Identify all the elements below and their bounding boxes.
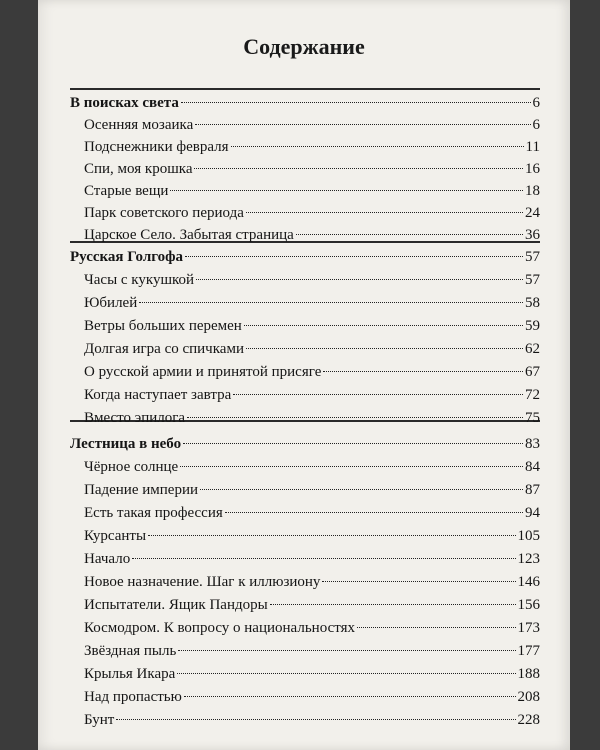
dot-leader — [180, 466, 523, 467]
dot-leader — [322, 581, 515, 582]
toc-entry — [70, 459, 540, 479]
toc-entry — [70, 620, 540, 640]
dot-leader — [200, 489, 523, 490]
toc-entry — [70, 227, 540, 247]
toc-entry — [70, 295, 540, 315]
toc-entry — [70, 183, 540, 203]
entry-title: Космодром. К вопросу о национальностях — [84, 620, 355, 636]
toc-section — [70, 95, 540, 115]
page-number: 18 — [525, 183, 540, 199]
page-number: 24 — [525, 205, 540, 221]
toc-entry — [70, 410, 540, 430]
section-title: Лестница в небо — [70, 436, 182, 452]
toc-entry — [70, 341, 540, 361]
page-number: 6 — [532, 95, 540, 111]
toc-section — [70, 436, 540, 456]
page-number: 173 — [517, 620, 540, 636]
page-number: 146 — [517, 574, 540, 590]
toc-entry — [70, 574, 540, 594]
toc-entry — [70, 643, 540, 663]
page-number: 6 — [532, 117, 540, 133]
dot-leader — [177, 673, 515, 674]
book-page — [38, 0, 570, 750]
toc-entry — [70, 597, 540, 617]
dot-leader — [187, 417, 523, 418]
page-title: Содержание — [243, 34, 365, 59]
toc-entry — [70, 117, 540, 137]
dot-leader — [178, 650, 515, 651]
toc-entry — [70, 505, 540, 525]
dot-leader — [116, 719, 515, 720]
dot-leader — [194, 168, 523, 169]
entry-title: Курсанты — [84, 528, 147, 544]
page-number: 123 — [517, 551, 540, 567]
page-number: 58 — [525, 295, 540, 311]
dot-leader — [183, 443, 523, 444]
toc-entry — [70, 387, 540, 407]
page-number: 36 — [525, 227, 540, 243]
dot-leader — [233, 394, 523, 395]
toc-entry — [70, 139, 540, 159]
entry-title: Чёрное солнце — [84, 459, 179, 475]
entry-title: Спи, моя крошка — [84, 161, 193, 177]
dot-leader — [323, 371, 523, 372]
entry-title: Над пропастью — [84, 689, 182, 705]
dot-leader — [148, 535, 515, 536]
section-title: Русская Голгофа — [70, 249, 184, 265]
dot-leader — [185, 256, 523, 257]
page-number: 59 — [525, 318, 540, 334]
toc-entry — [70, 272, 540, 292]
toc-entry — [70, 666, 540, 686]
page-number: 156 — [517, 597, 540, 613]
dot-leader — [181, 102, 531, 103]
page-number: 67 — [525, 364, 540, 380]
page-number: 11 — [525, 139, 540, 155]
entry-title: Долгая игра со спичками — [84, 341, 244, 357]
page-number: 87 — [525, 482, 540, 498]
toc-entry — [70, 482, 540, 502]
entry-title: Старые вещи — [84, 183, 169, 199]
entry-title: Бунт — [84, 712, 115, 728]
toc-entry — [70, 364, 540, 384]
page-number: 84 — [525, 459, 540, 475]
entry-title: Испытатели. Ящик Пандоры — [84, 597, 268, 613]
page-number: 94 — [525, 505, 540, 521]
dot-leader — [196, 279, 523, 280]
dot-leader — [170, 190, 523, 191]
dot-leader — [244, 325, 523, 326]
page-number: 177 — [517, 643, 540, 659]
dot-leader — [184, 696, 516, 697]
entry-title: Осенняя мозаика — [84, 117, 194, 133]
page-number: 57 — [525, 272, 540, 288]
toc-entry — [70, 161, 540, 181]
entry-title: Подснежники февраля — [84, 139, 229, 155]
dot-leader — [132, 558, 515, 559]
page-number: 188 — [517, 666, 540, 682]
toc-section — [70, 249, 540, 269]
entry-title: Новое назначение. Шаг к иллюзиону — [84, 574, 321, 590]
page-number: 16 — [525, 161, 540, 177]
entry-title: Падение империи — [84, 482, 199, 498]
entry-title: Начало — [84, 551, 131, 567]
entry-title: О русской армии и принятой присяге — [84, 364, 322, 380]
page-number: 228 — [517, 712, 540, 728]
toc-entry — [70, 551, 540, 571]
entry-title: Часы с кукушкой — [84, 272, 195, 288]
dot-leader — [270, 604, 516, 605]
entry-title: Царское Село. Забытая страница — [84, 227, 294, 243]
section-title: В поисках света — [70, 95, 179, 111]
entry-title: Ветры больших перемен — [84, 318, 242, 334]
entry-title: Крылья Икара — [84, 666, 176, 682]
entry-title: Юбилей — [84, 295, 138, 311]
entry-title: Звёздная пыль — [84, 643, 177, 659]
entry-title: Когда наступает завтра — [84, 387, 232, 403]
page-number: 208 — [517, 689, 540, 705]
page-number: 83 — [525, 436, 540, 452]
page-number: 62 — [525, 341, 540, 357]
page-number: 72 — [525, 387, 540, 403]
page-number: 75 — [525, 410, 540, 426]
page-number: 105 — [517, 528, 540, 544]
dot-leader — [246, 348, 523, 349]
toc-entry — [70, 205, 540, 225]
toc-entry — [70, 712, 540, 732]
page-number: 57 — [525, 249, 540, 265]
dot-leader — [246, 212, 523, 213]
dot-leader — [357, 627, 516, 628]
dot-leader — [139, 302, 523, 303]
dot-leader — [195, 124, 530, 125]
toc-entry — [70, 318, 540, 338]
dot-leader — [296, 234, 523, 235]
toc-entry — [70, 689, 540, 709]
dot-leader — [225, 512, 523, 513]
divider-top — [70, 88, 540, 90]
entry-title: Парк советского периода — [84, 205, 244, 221]
entry-title: Есть такая профессия — [84, 505, 223, 521]
entry-title: Вместо эпилога — [84, 410, 186, 426]
toc-entry — [70, 528, 540, 548]
dot-leader — [231, 146, 524, 147]
